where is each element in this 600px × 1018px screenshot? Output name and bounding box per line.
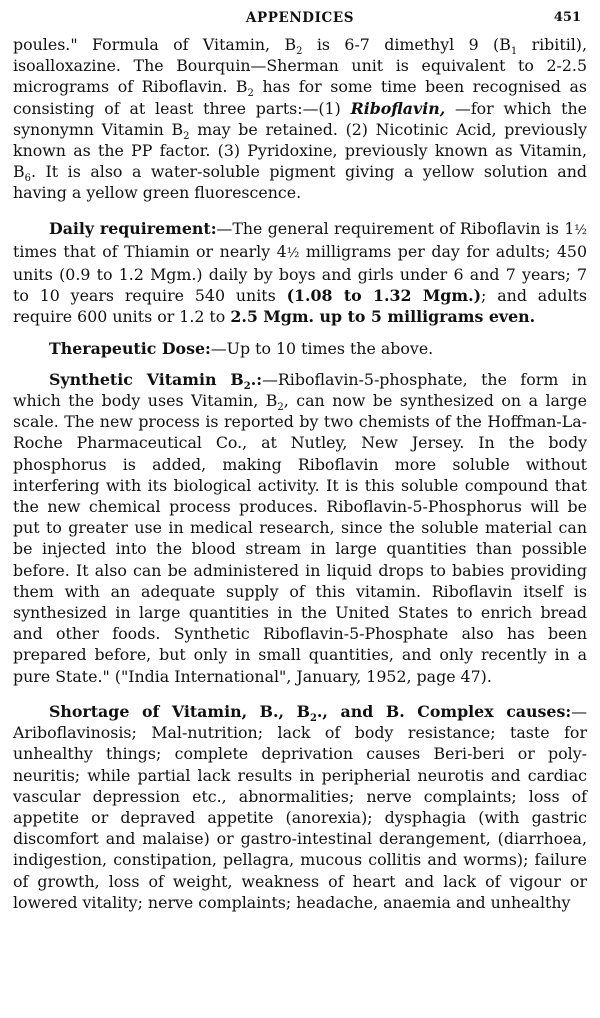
section-heading-shortage-end: ., and B. Complex causes: <box>316 701 572 721</box>
section-heading-daily-requirement: Daily requirement: <box>49 218 217 238</box>
subscript: 2 <box>243 381 251 392</box>
paragraph-therapeutic-dose <box>13 338 587 359</box>
text-run: , can now be synthesized on a large scale. The new process is reported by two chemists of the Hoffman-La-Roche Pharmaceutical Co., at Nutley, New Jersey. In the body phosphorus is added, making Riboflavin more soluble without interfering with its biological activity. It is this soluble compound that the new chemical process produces. Riboflavin-5-Phosphorus will be put to greater use in medical research, since the soluble material can be injected into the blood stream in large quantities than possible before. It also can be administered in liquid drops to babies providing them with an adequate supply of this vitamin. Riboflavin itself is synthesized in large quantities in the United States to enrich bread and other foods. Synthetic Riboflavin-5-Phosphate also has been prepared before, but only in small quantities, and only recently in a pure State." ("India International", January, 1952, page 47). <box>13 391 587 686</box>
text-run: —Riboflavin-5-phosphate, the form in which the body uses Vitamin, B <box>13 369 587 411</box>
text-run: poules." Formula of Vitamin, B <box>13 35 297 54</box>
bold-text-run: (1.08 to 1.32 Mgm.) <box>286 286 482 306</box>
subscript: 2 <box>296 46 303 58</box>
text-run: ; and adults require 600 units or 1.2 to <box>13 286 587 327</box>
bold-text-run: 2.5 Mgm. up to 5 milligrams even. <box>230 307 536 327</box>
text-run: is 6-7 dimethyl 9 (B <box>302 35 511 54</box>
fraction: ½ <box>286 245 300 261</box>
text-run: . It is also a water-soluble pigment giving a yellow solution and having a yellow green fluorescence. <box>13 162 587 203</box>
subscript: 2 <box>277 402 284 414</box>
text-run: —Up to 10 times the above. <box>210 338 434 358</box>
text-run: ribitil), isoalloxazine. The Bourquin—Sherman unit is equivalent to 2-2.5 micrograms of Riboflavin. B <box>13 35 587 97</box>
subscript: 2 <box>309 713 317 725</box>
paragraph-daily-requirement <box>13 218 587 328</box>
page-number: 451 <box>553 10 581 25</box>
running-header <box>13 6 587 34</box>
subscript: 1 <box>510 46 518 58</box>
text-run: may be retained. (2) Nicotinic Acid, previously known as the PP factor. (3) Pyridoxine, previously known as Vitamin, B <box>13 119 587 182</box>
running-title: APPENDICES <box>245 10 355 26</box>
paragraph-shortage-causes <box>13 701 587 913</box>
italic-term-riboflavin: Riboflavin, <box>350 98 446 118</box>
text-run: times that of Thiamin or nearly 4 <box>13 241 287 261</box>
text-run: — Ariboflavinosis; Mal-nutrition; lack of body resistance; taste for unhealthy things; complete deprivation causes Beri-beri or poly-neuritis; while partial lack results in peripherial neurotis and cardiac vascular depression etc., abnormalities; nerve complaints; loss of appetite or depraved appetite (anorexia); dysphagia (with gastric discomfort and malaise) or gastro-intestinal derangement, (diarrhoea, indigestion, constipation, pellagra, mucous collitis and worms); failure of growth, loss of weight, weakness of heart and lack of vigour or lowered vitality; nerve complaints; headache, anaemia and unhealthy <box>13 701 587 912</box>
section-heading-shortage: Shortage of Vitamin, B., B <box>49 701 310 721</box>
subscript: 6 <box>24 173 31 185</box>
fraction: ½ <box>574 222 587 238</box>
text-run: —The general requirement of Riboflavin is 1 <box>216 218 575 238</box>
section-heading-end: .: <box>250 369 263 389</box>
text-run: has for some time been recognised as consisting of at least three parts:—(1) <box>13 77 587 118</box>
section-heading-synthetic-vitamin: Synthetic Vitamin B <box>49 369 244 389</box>
text-run: milligrams per day for adults; 450 units (0.9 to 1.2 Mgm.) daily by boys and girls under 6 and 7 years; 7 to 10 years require 540 units <box>13 241 588 306</box>
subscript: 2 <box>247 88 254 100</box>
text-run: —for which the synonymn Vitamin B <box>13 98 587 139</box>
section-heading-therapeutic-dose: Therapeutic Dose: <box>49 338 211 358</box>
paragraph-vitamin-b2-formula <box>13 34 587 204</box>
paragraph-synthetic-vitamin <box>13 369 587 687</box>
subscript: 2 <box>183 130 190 142</box>
